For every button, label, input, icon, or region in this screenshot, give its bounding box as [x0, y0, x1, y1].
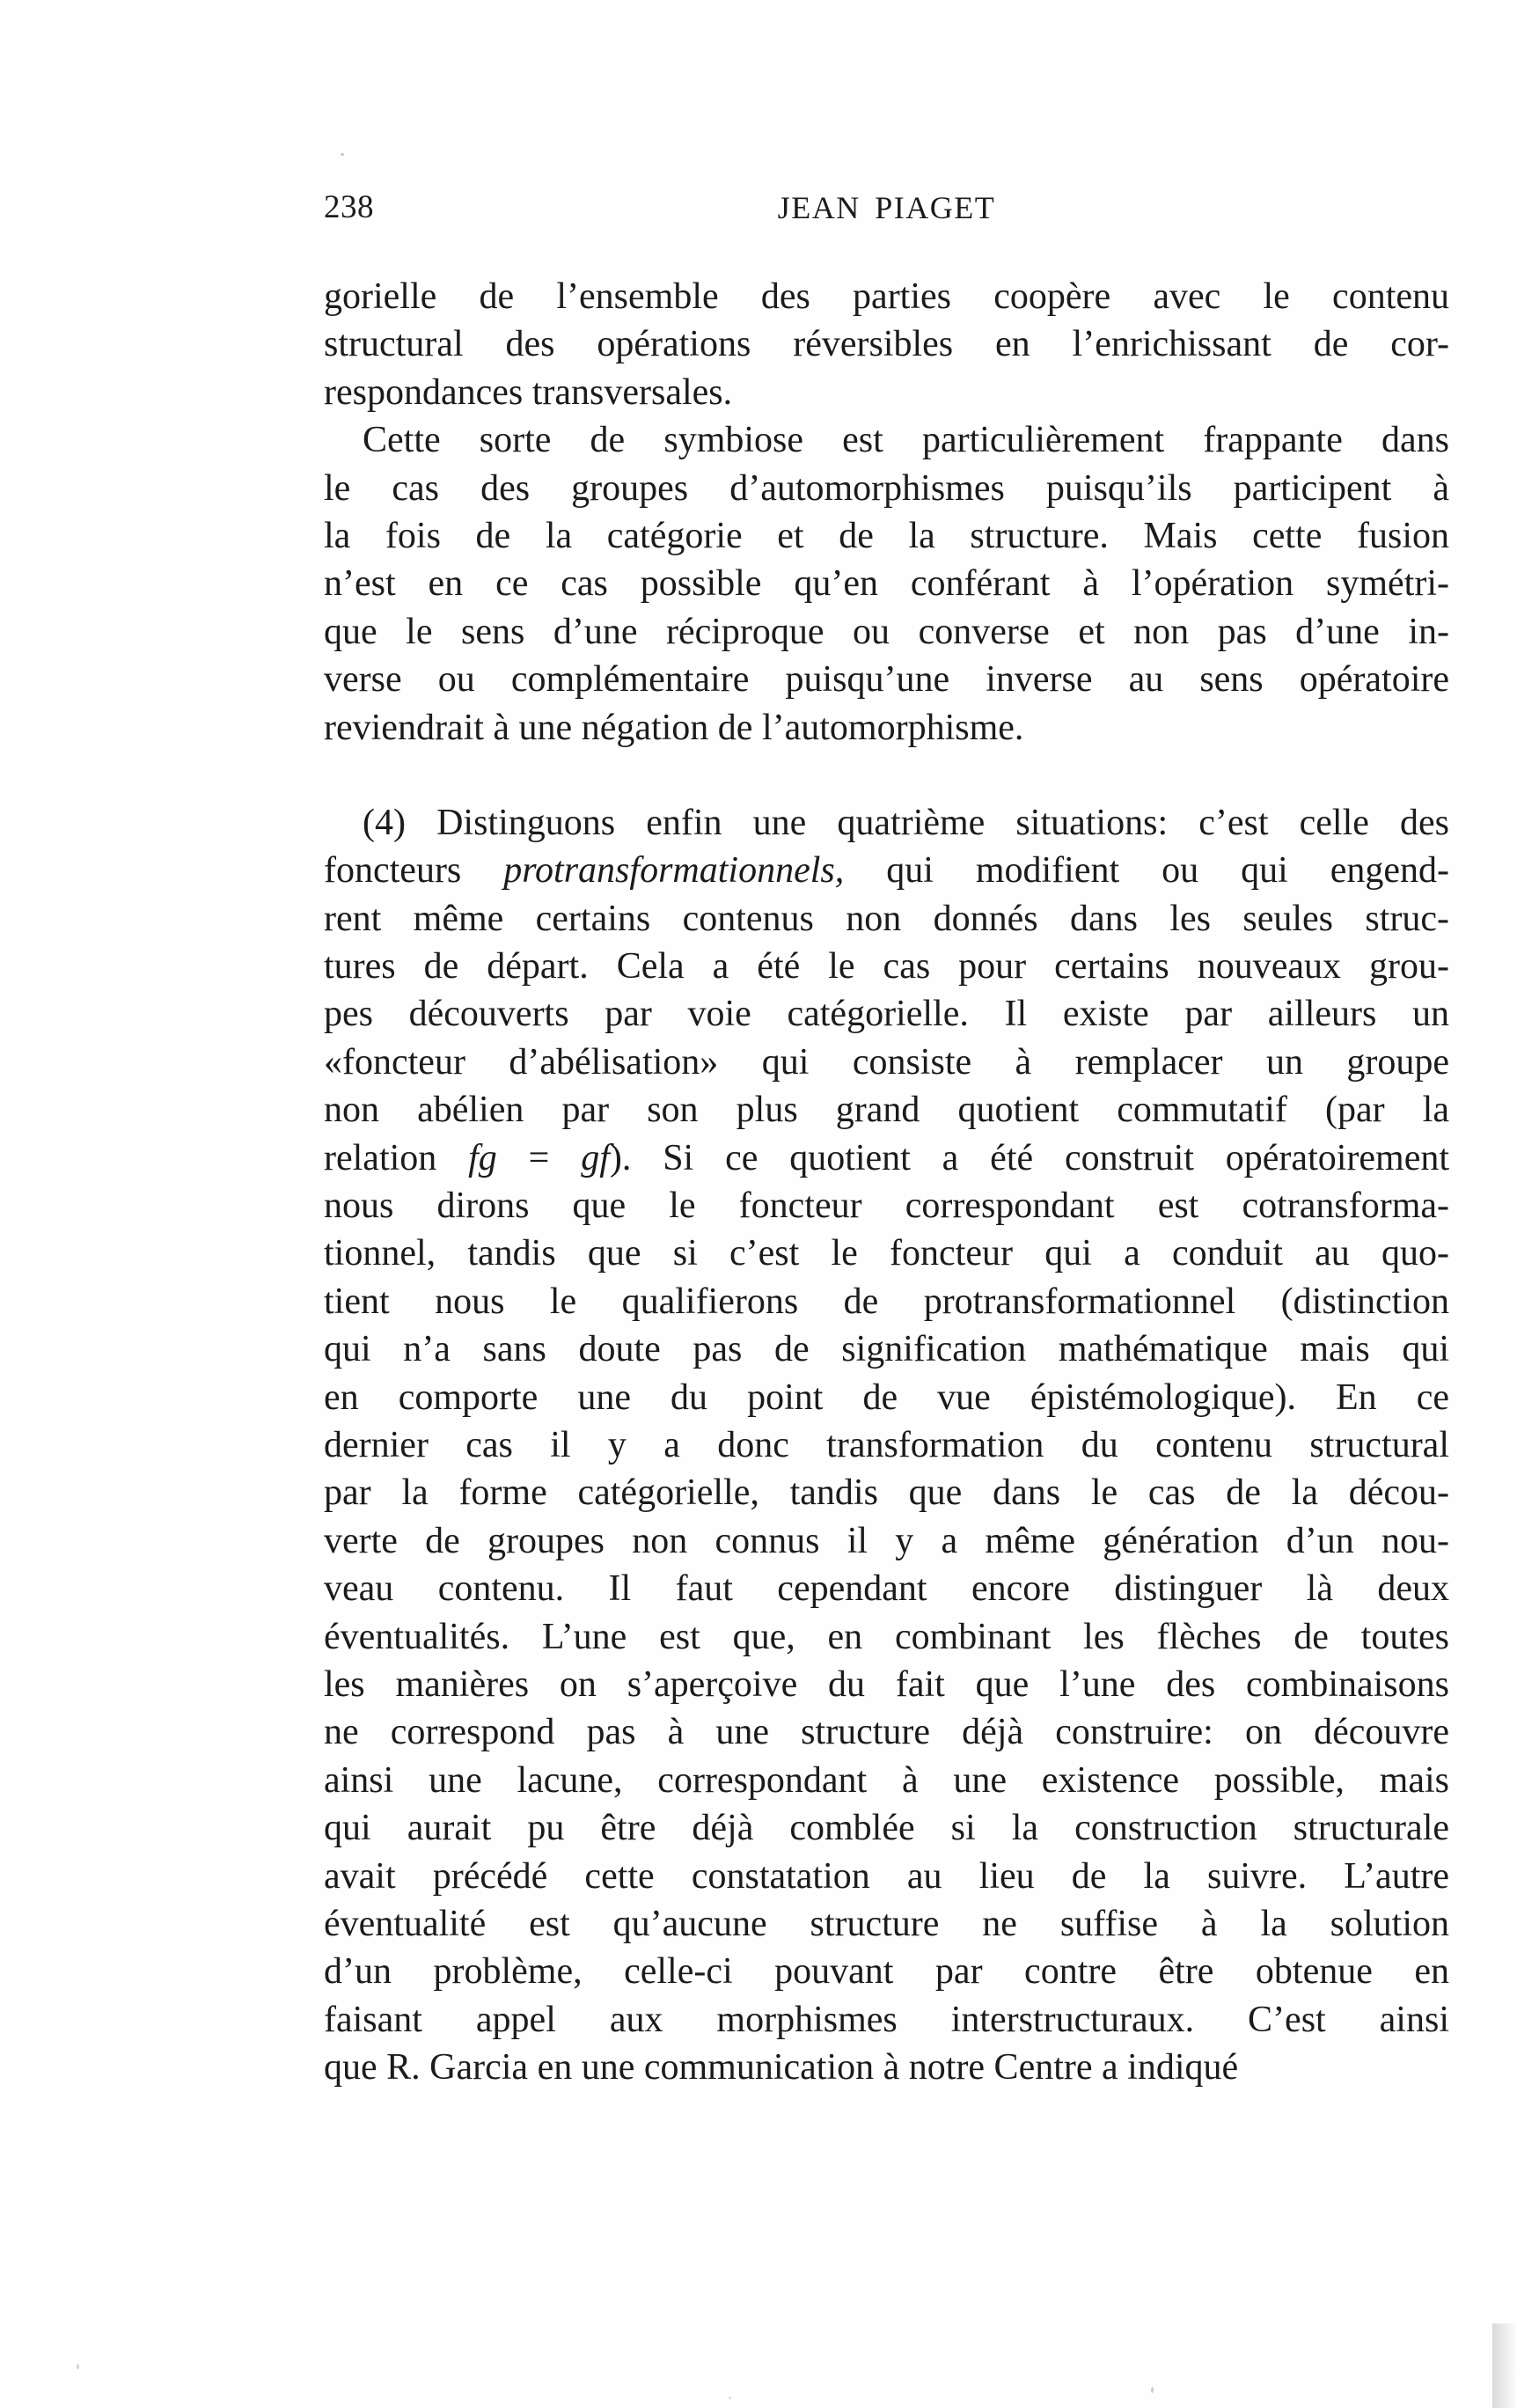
text-line: d’un problème, celle-ci pouvant par contre être obtenue en: [324, 1951, 1449, 1993]
text-line: ainsi une lacune, correspondant à une existence possible, mais: [324, 1759, 1449, 1801]
text-line: respondances transversales.: [324, 371, 733, 413]
italic-text: gf: [581, 1137, 610, 1178]
text-line: rent même certains contenus non donnés dans les seules struc-: [324, 898, 1449, 939]
text-line: relation fg = gf). Si ce quotient a été construit opératoirement: [324, 1137, 1449, 1178]
body-text: [324, 273, 1449, 2091]
text-line: (4) Distinguons enfin une quatrième situations: c’est celle des: [363, 802, 1449, 843]
text-line: la fois de la catégorie et de la structure. Mais cette fusion: [324, 515, 1449, 556]
scan-speck: [341, 153, 344, 156]
text-line: structural des opérations réversibles en l’enrichissant de cor-: [324, 324, 1449, 365]
paragraph: [324, 273, 1449, 416]
text-line: non abélien par son plus grand quotient commutatif (par la: [324, 1090, 1449, 1131]
scan-speck: [729, 2397, 731, 2399]
italic-text: fg: [468, 1137, 497, 1178]
text-line: le cas des groupes d’automorphismes puisqu’ils participent à: [324, 467, 1449, 509]
text-line: veau contenu. Il faut cependant encore distinguer là deux: [324, 1568, 1449, 1610]
text-line: avait précédé cette constatation au lieu de la suivre. L’autre: [324, 1855, 1449, 1897]
text-line: par la forme catégorielle, tandis que dans le cas de la décou-: [324, 1472, 1449, 1514]
text-line: foncteurs protransformationnels, qui modifient ou qui engend-: [324, 850, 1449, 892]
text-line: que le sens d’une réciproque ou converse et non pas d’une in-: [324, 611, 1449, 652]
italic-text: protransformationnels,: [503, 850, 845, 892]
text-line: ne correspond pas à une structure déjà construire: on découvre: [324, 1712, 1449, 1753]
text-line: que R. Garcia en une communication à notre Centre a indiqué: [324, 2047, 1239, 2089]
text-line: les manières on s’aperçoive du fait que l’une des combinaisons: [324, 1663, 1449, 1705]
text-line: tionnel, tandis que si c’est le foncteur qui a conduit au quo-: [324, 1233, 1449, 1274]
text-line: qui n’a sans doute pas de signification mathématique mais qui: [324, 1329, 1449, 1370]
scan-edge-smudge: [1492, 2324, 1517, 2408]
page-number: 238: [324, 189, 374, 225]
text-line: verse ou complémentaire puisqu’une inverse au sens opératoire: [324, 659, 1449, 701]
text-line: nous dirons que le foncteur correspondant est cotransforma-: [324, 1186, 1449, 1227]
running-title: JEAN PIAGET: [777, 190, 996, 225]
text-line: gorielle de l’ensemble des parties coopère avec le contenu: [324, 276, 1449, 317]
text-line: éventualité est qu’aucune structure ne suffise à la solution: [324, 1903, 1449, 1944]
text-line: en comporte une du point de vue épistémologique). En ce: [324, 1377, 1449, 1418]
scan-speck: [77, 2364, 79, 2369]
page-header: [324, 190, 1449, 229]
text-line: «foncteur d’abélisation» qui consiste à remplacer un groupe: [324, 1041, 1449, 1083]
text-line: éventualités. L’une est que, en combinant les flèches de toutes: [324, 1616, 1449, 1657]
scan-speck: [1151, 2387, 1154, 2393]
text-line: reviendrait à une négation de l’automorphisme.: [324, 707, 1024, 748]
text-line: pes découverts par voie catégorielle. Il existe par ailleurs un: [324, 994, 1449, 1035]
text-line: tient nous le qualifierons de protransformationnel (distinction: [324, 1281, 1449, 1322]
text-line: Cette sorte de symbiose est particulièrement frappante dans: [363, 420, 1449, 461]
paragraph: [324, 416, 1449, 752]
text-line: qui aurait pu être déjà comblée si la construction structurale: [324, 1808, 1449, 1849]
text-line: verte de groupes non connus il y a même génération d’un nou-: [324, 1520, 1449, 1561]
text-line: dernier cas il y a donc transformation du contenu structural: [324, 1424, 1449, 1465]
text-line: n’est en ce cas possible qu’en conférant à l’opération symétri-: [324, 563, 1449, 605]
text-line: faisant appel aux morphismes interstructuraux. C’est ainsi: [324, 1999, 1449, 2040]
text-line: tures de départ. Cela a été le cas pour certains nouveaux grou-: [324, 946, 1449, 987]
paragraph: [324, 799, 1449, 2092]
